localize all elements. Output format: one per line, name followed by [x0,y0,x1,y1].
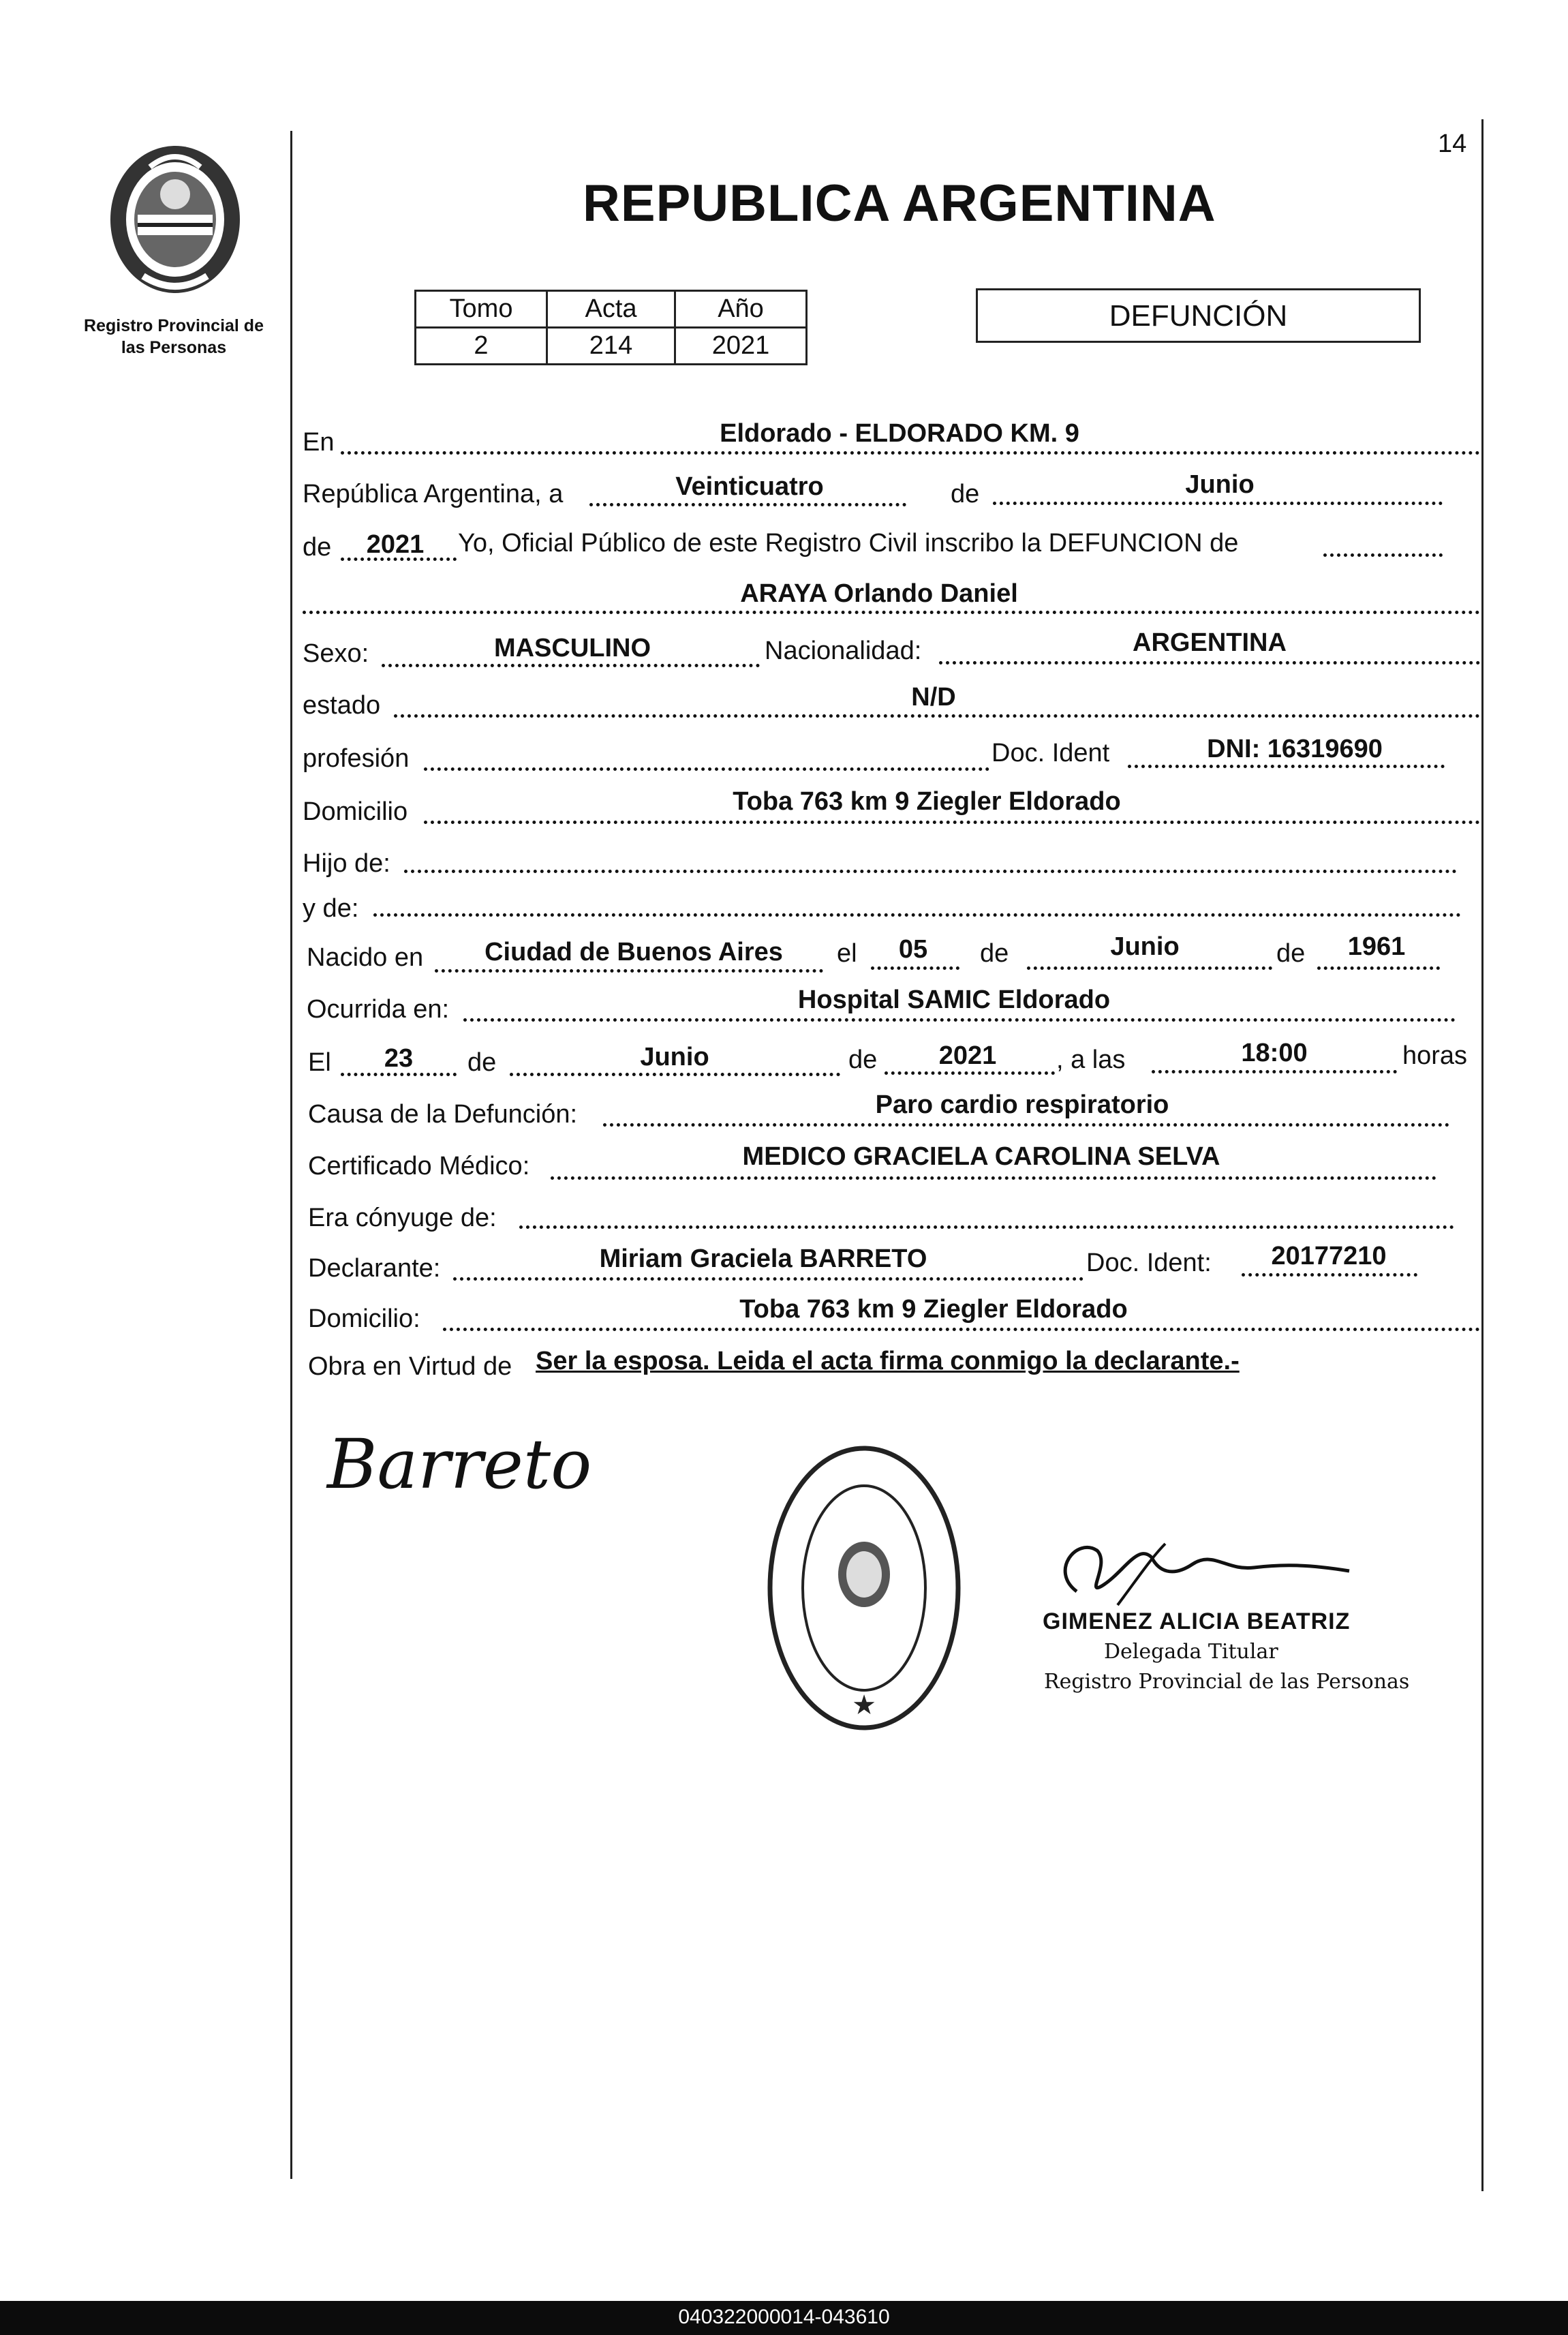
certificado-line [551,1176,1436,1180]
doc-ident-value: DNI: 16319690 [1207,735,1383,763]
death-year-line [885,1071,1055,1075]
domicilio-value: Toba 763 km 9 Ziegler Eldorado [733,787,1121,816]
nacido-line [435,969,823,973]
republica-label: República Argentina, a [303,480,564,508]
nacionalidad-label: Nacionalidad: [765,637,922,665]
tomo-header: Tomo [416,291,547,328]
death-month: Junio [640,1043,709,1071]
sexo-label: Sexo: [303,639,369,668]
month-text: Junio [1185,470,1255,499]
document-code: 040322000014-043610 [678,2306,890,2328]
reference-value-row [416,328,807,365]
death-time-line [1152,1070,1397,1073]
name-line [303,611,1480,614]
death-de-label-2: de [848,1046,878,1074]
registry-name [68,315,279,358]
death-de-label-1: de [467,1048,497,1077]
causa-value: Paro cardio respiratorio [875,1090,1169,1119]
en-label: En [303,428,335,457]
domicilio2-label: Domicilio: [308,1304,420,1333]
document-type-box: DEFUNCIÓN [976,288,1421,343]
ocurrida-value: Hospital SAMIC Eldorado [797,986,1111,1014]
birth-month-line [1027,966,1272,970]
doc-ident-label: Doc. Ident [991,739,1110,767]
day-text: Veinticuatro [675,472,824,501]
official-name: GIMENEZ ALICIA BEATRIZ [1043,1608,1351,1634]
nacido-value: Ciudad de Buenos Aires [485,938,783,966]
obra-value: Ser la esposa. Leida el acta firma conmigo la declarante.- [536,1347,1240,1375]
nacido-label: Nacido en [307,943,424,972]
horas-label: horas [1402,1041,1468,1070]
domicilio2-value: Toba 763 km 9 Ziegler Eldorado [739,1295,1128,1324]
birth-day: 05 [898,935,928,964]
acta-value: 214 [547,328,675,365]
sexo-line [382,664,760,667]
official-seal [762,1438,966,1738]
document-title: REPUBLICA ARGENTINA [583,174,1216,232]
declarante-label: Declarante: [308,1254,441,1283]
day-line [589,503,906,506]
yde-line [373,913,1461,917]
a-las-label: , a las [1056,1046,1126,1074]
left-margin-line [290,131,292,2179]
death-el-label: El [308,1048,331,1077]
death-month-line [510,1073,840,1076]
estado-value: N/D [911,683,956,712]
birth-day-line [871,966,959,970]
oficial-text: Yo, Oficial Público de este Registro Civil inscribo la DEFUNCION de [458,529,1239,558]
official-office: Registro Provincial de las Personas [1044,1670,1410,1694]
domicilio2-line [443,1328,1480,1331]
misiones-coat-of-arms-logo [102,140,249,300]
doc-ident-line [1128,765,1445,768]
deceased-name: ARAYA Orlando Daniel [740,579,1018,608]
en-value: Eldorado - ELDORADO KM. 9 [720,419,1079,448]
conyuge-line [519,1225,1454,1229]
birth-month: Junio [1110,932,1180,961]
de-label-2: de [303,533,332,562]
registry-name-line2: las Personas [121,338,227,357]
declarante-line [453,1277,1083,1281]
anio-value: 2021 [675,328,807,365]
official-signature-scribble [1036,1516,1377,1612]
year-value: 2021 [366,530,425,559]
certificado-label: Certificado Médico: [308,1152,530,1180]
reference-header-row [416,291,807,328]
declarante-value: Miriam Graciela BARRETO [599,1245,927,1273]
de-label-1: de [951,480,980,508]
certificado-value: MEDICO GRACIELA CAROLINA SELVA [742,1142,1220,1171]
death-year: 2021 [938,1041,997,1070]
birth-year: 1961 [1347,932,1406,961]
nacionalidad-line [939,661,1480,665]
svg-text:★: ★ [852,1690,876,1720]
yde-label: y de: [303,894,359,923]
declarant-signature: Barreto [327,1424,592,1504]
death-day: 23 [384,1044,414,1073]
estado-line [394,714,1480,718]
domicilio-label: Domicilio [303,797,408,826]
nacionalidad-value: ARGENTINA [1133,628,1287,657]
decl-doc-label: Doc. Ident: [1086,1249,1212,1277]
right-margin-line [1481,119,1484,2191]
death-time: 18:00 [1241,1039,1308,1067]
oficial-line [1323,553,1443,557]
ocurrida-label: Ocurrida en: [307,995,450,1024]
ocurrida-line [463,1018,1456,1022]
hijo-line [404,870,1457,873]
profesion-line [424,767,989,771]
decl-doc-value: 20177210 [1271,1242,1387,1270]
decl-doc-line [1242,1273,1417,1277]
reference-table [414,290,808,365]
domicilio-line [424,821,1480,824]
registry-name-line1: Registro Provincial de [84,316,264,335]
tomo-value: 2 [416,328,547,365]
obra-label: Obra en Virtud de [308,1352,512,1381]
birth-de-label-1: de [980,939,1009,968]
el-label: el [837,939,857,968]
profesion-label: profesión [303,744,410,773]
acta-header: Acta [547,291,675,328]
birth-year-line [1317,966,1440,970]
month-line [993,502,1443,505]
page-number: 14 [1438,129,1467,158]
causa-line [603,1123,1449,1127]
estado-label: estado [303,691,381,720]
anio-header: Año [675,291,807,328]
official-role: Delegada Titular [1104,1640,1278,1664]
causa-label: Causa de la Defunción: [308,1100,578,1129]
en-line [341,451,1480,455]
birth-de-label-2: de [1276,939,1306,968]
conyuge-label: Era cónyuge de: [308,1204,497,1232]
hijo-label: Hijo de: [303,849,390,878]
sexo-value: MASCULINO [493,634,651,662]
